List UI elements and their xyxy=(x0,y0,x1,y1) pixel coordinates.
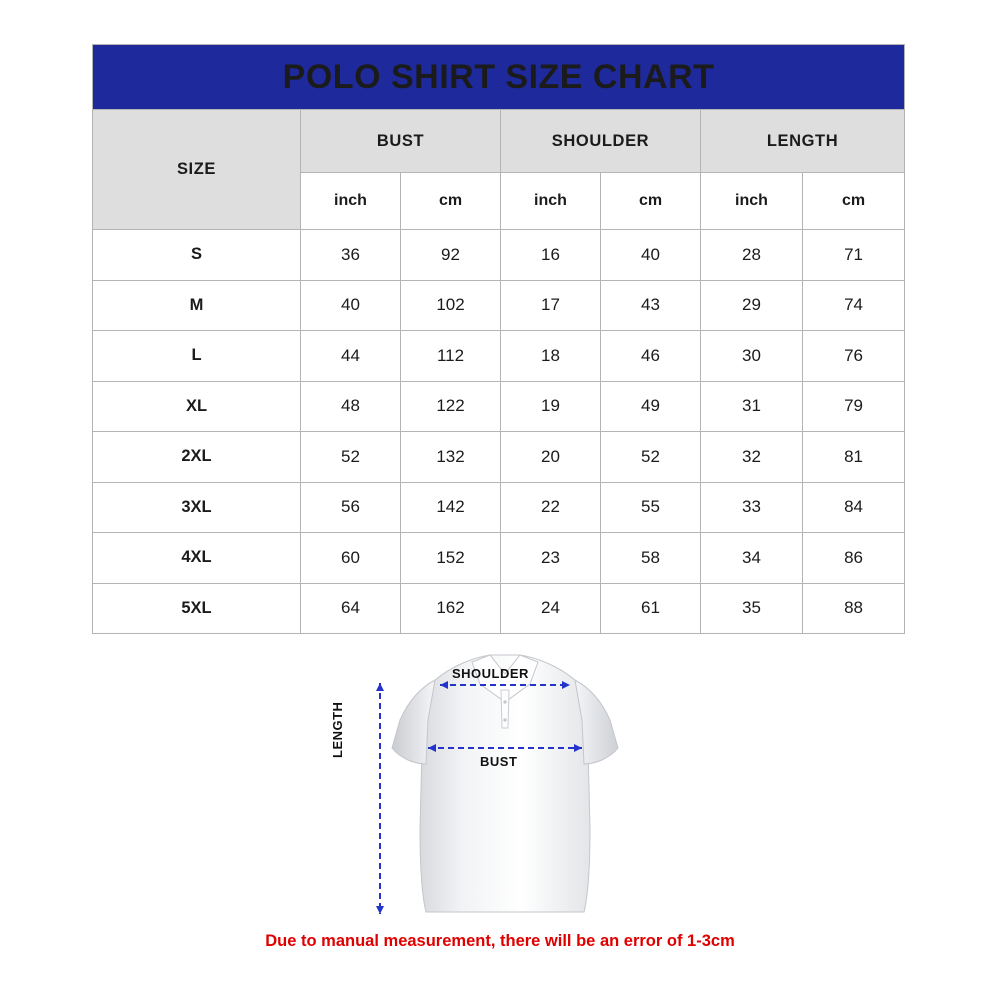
cell-shoulder-inch: 17 xyxy=(501,280,601,331)
cell-length-inch: 34 xyxy=(701,533,803,584)
bust-label: BUST xyxy=(480,754,518,769)
table-title-row xyxy=(93,45,905,110)
cell-shoulder-cm: 43 xyxy=(601,280,701,331)
cell-bust-inch: 60 xyxy=(301,533,401,584)
shirt-button xyxy=(503,700,506,703)
table-row xyxy=(93,280,905,331)
cell-shoulder-inch: 18 xyxy=(501,331,601,382)
column-header-shoulder: SHOULDER xyxy=(501,110,701,173)
cell-length-inch: 35 xyxy=(701,583,803,634)
cell-bust-inch: 44 xyxy=(301,331,401,382)
column-header-size: SIZE xyxy=(93,110,301,230)
cell-shoulder-inch: 19 xyxy=(501,381,601,432)
cell-size: L xyxy=(93,331,301,382)
cell-shoulder-cm: 55 xyxy=(601,482,701,533)
cell-length-cm: 88 xyxy=(803,583,905,634)
unit-length-cm: cm xyxy=(803,173,905,230)
cell-length-cm: 79 xyxy=(803,381,905,432)
cell-length-cm: 86 xyxy=(803,533,905,584)
cell-bust-inch: 36 xyxy=(301,230,401,281)
measurement-note: Due to manual measurement, there will be an error of 1-3cm xyxy=(265,932,735,950)
cell-bust-inch: 48 xyxy=(301,381,401,432)
cell-bust-inch: 64 xyxy=(301,583,401,634)
table-row xyxy=(93,533,905,584)
table-row xyxy=(93,583,905,634)
unit-bust-inch: inch xyxy=(301,173,401,230)
cell-length-inch: 29 xyxy=(701,280,803,331)
cell-length-inch: 31 xyxy=(701,381,803,432)
unit-shoulder-cm: cm xyxy=(601,173,701,230)
length-arrow-bottom-icon xyxy=(376,906,384,914)
table-row xyxy=(93,230,905,281)
cell-bust-inch: 52 xyxy=(301,432,401,483)
unit-bust-cm: cm xyxy=(401,173,501,230)
unit-shoulder-inch: inch xyxy=(501,173,601,230)
size-chart-table-wrap xyxy=(92,44,904,634)
cell-shoulder-inch: 16 xyxy=(501,230,601,281)
table-row xyxy=(93,381,905,432)
cell-bust-cm: 92 xyxy=(401,230,501,281)
cell-size: XL xyxy=(93,381,301,432)
cell-shoulder-inch: 20 xyxy=(501,432,601,483)
cell-bust-inch: 56 xyxy=(301,482,401,533)
cell-shoulder-cm: 49 xyxy=(601,381,701,432)
cell-shoulder-inch: 23 xyxy=(501,533,601,584)
cell-length-cm: 81 xyxy=(803,432,905,483)
cell-length-cm: 71 xyxy=(803,230,905,281)
column-header-length: LENGTH xyxy=(701,110,905,173)
length-arrow-top-icon xyxy=(376,683,384,691)
cell-length-cm: 84 xyxy=(803,482,905,533)
page-title: POLO SHIRT SIZE CHART xyxy=(93,45,905,110)
cell-shoulder-cm: 40 xyxy=(601,230,701,281)
cell-length-inch: 32 xyxy=(701,432,803,483)
column-header-bust: BUST xyxy=(301,110,501,173)
group-header-row xyxy=(93,110,905,173)
cell-length-cm: 74 xyxy=(803,280,905,331)
cell-bust-cm: 152 xyxy=(401,533,501,584)
cell-shoulder-inch: 22 xyxy=(501,482,601,533)
cell-length-inch: 33 xyxy=(701,482,803,533)
cell-bust-cm: 122 xyxy=(401,381,501,432)
cell-size: 5XL xyxy=(93,583,301,634)
size-chart-table xyxy=(92,44,905,634)
cell-size: 3XL xyxy=(93,482,301,533)
cell-bust-cm: 142 xyxy=(401,482,501,533)
cell-shoulder-cm: 61 xyxy=(601,583,701,634)
cell-size: 2XL xyxy=(93,432,301,483)
cell-length-inch: 28 xyxy=(701,230,803,281)
shoulder-label: SHOULDER xyxy=(452,666,529,681)
cell-size: 4XL xyxy=(93,533,301,584)
cell-size: S xyxy=(93,230,301,281)
cell-shoulder-cm: 46 xyxy=(601,331,701,382)
cell-bust-inch: 40 xyxy=(301,280,401,331)
shirt-button xyxy=(503,718,506,721)
cell-shoulder-cm: 58 xyxy=(601,533,701,584)
cell-shoulder-cm: 52 xyxy=(601,432,701,483)
cell-size: M xyxy=(93,280,301,331)
cell-length-inch: 30 xyxy=(701,331,803,382)
cell-bust-cm: 112 xyxy=(401,331,501,382)
length-label: LENGTH xyxy=(330,701,345,758)
cell-length-cm: 76 xyxy=(803,331,905,382)
polo-shirt-diagram xyxy=(330,628,670,928)
shirt-placket xyxy=(501,690,509,728)
cell-bust-cm: 102 xyxy=(401,280,501,331)
table-row xyxy=(93,331,905,382)
cell-shoulder-inch: 24 xyxy=(501,583,601,634)
table-row xyxy=(93,432,905,483)
unit-length-inch: inch xyxy=(701,173,803,230)
table-row xyxy=(93,482,905,533)
cell-bust-cm: 132 xyxy=(401,432,501,483)
cell-bust-cm: 162 xyxy=(401,583,501,634)
